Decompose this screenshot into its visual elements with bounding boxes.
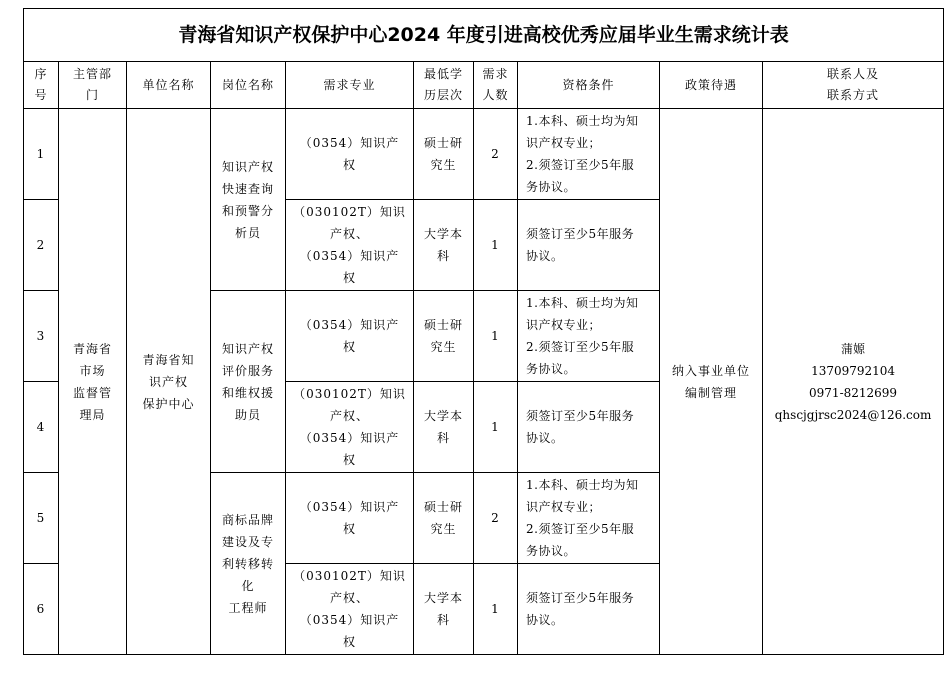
edu-cell: 硕士研 究生 <box>414 291 474 382</box>
req-cell: 1.本科、硕士均为知 识产权专业； 2.须签订至少5年服 务协议。 <box>518 109 660 200</box>
edu-cell: 硕士研 究生 <box>414 109 474 200</box>
req-cell: 1.本科、硕士均为知 识产权专业； 2.须签订至少5年服 务协议。 <box>518 291 660 382</box>
header-dept: 主管部 门 <box>59 62 127 109</box>
req-cell: 须签订至少5年服务 协议。 <box>518 382 660 473</box>
row-no: 3 <box>24 291 59 382</box>
contact-cell <box>763 109 944 655</box>
row-no: 2 <box>24 200 59 291</box>
count-cell: 1 <box>474 564 518 655</box>
req-cell: 须签订至少5年服务 协议。 <box>518 200 660 291</box>
edu-cell: 硕士研 究生 <box>414 473 474 564</box>
header-unit: 单位名称 <box>127 62 211 109</box>
req-cell: 须签订至少5年服务 协议。 <box>518 564 660 655</box>
header-no: 序 号 <box>24 62 59 109</box>
post-cell: 商标品牌 建设及专 利转移转 化 工程师 <box>211 473 286 655</box>
policy-cell: 纳入事业单位 编制管理 <box>660 109 763 655</box>
edu-cell: 大学本 科 <box>414 564 474 655</box>
contact-phone: 13709792104 <box>811 363 896 378</box>
count-cell: 1 <box>474 200 518 291</box>
header-req: 资格条件 <box>518 62 660 109</box>
major-cell: （0354）知识产 权 <box>286 109 414 200</box>
count-cell: 2 <box>474 473 518 564</box>
major-cell: （0354）知识产 权 <box>286 291 414 382</box>
dept-cell: 青海省 市场 监督管 理局 <box>59 109 127 655</box>
count-cell: 1 <box>474 291 518 382</box>
header-edu: 最低学 历层次 <box>414 62 474 109</box>
edu-cell: 大学本 科 <box>414 382 474 473</box>
edu-cell: 大学本 科 <box>414 200 474 291</box>
major-cell: （030102T）知识 产权、 （0354）知识产 权 <box>286 564 414 655</box>
post-cell: 知识产权 评价服务 和维权援 助员 <box>211 291 286 473</box>
row-no: 6 <box>24 564 59 655</box>
header-major: 需求专业 <box>286 62 414 109</box>
contact-name: 蒲嫄 <box>841 341 866 356</box>
row-no: 4 <box>24 382 59 473</box>
major-cell: （030102T）知识 产权、 （0354）知识产 权 <box>286 382 414 473</box>
header-policy: 政策待遇 <box>660 62 763 109</box>
contact-email: qhscjgjrsc2024@126.com <box>774 407 932 422</box>
row-no: 1 <box>24 109 59 200</box>
table-title: 青海省知识产权保护中心2024 年度引进高校优秀应届毕业生需求统计表 <box>24 9 944 62</box>
header-contact: 联系人及 联系方式 <box>763 62 944 109</box>
demand-table <box>23 8 944 655</box>
major-cell: （0354）知识产 权 <box>286 473 414 564</box>
unit-cell: 青海省知 识产权 保护中心 <box>127 109 211 655</box>
req-cell: 1.本科、硕士均为知 识产权专业； 2.须签订至少5年服 务协议。 <box>518 473 660 564</box>
count-cell: 1 <box>474 382 518 473</box>
header-count: 需求 人数 <box>474 62 518 109</box>
count-cell: 2 <box>474 109 518 200</box>
row-no: 5 <box>24 473 59 564</box>
post-cell: 知识产权 快速查询 和预警分 析员 <box>211 109 286 291</box>
header-post: 岗位名称 <box>211 62 286 109</box>
table-row <box>24 109 944 200</box>
contact-tel: 0971-8212699 <box>809 385 898 400</box>
major-cell: （030102T）知识 产权、 （0354）知识产 权 <box>286 200 414 291</box>
